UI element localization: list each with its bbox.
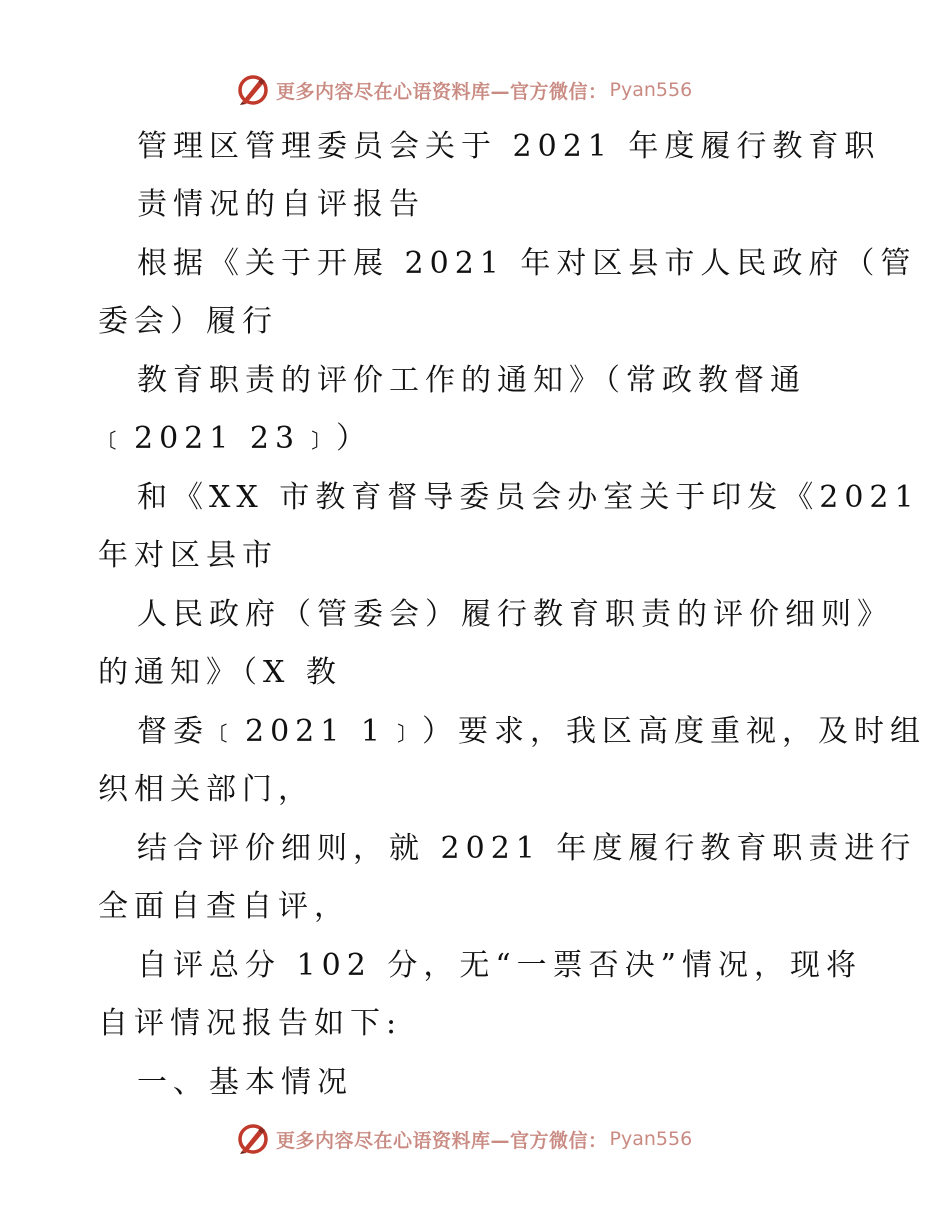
- doc-line-14: 全面自查自评，: [98, 889, 350, 924]
- doc-line-7: 和《XX 市教育督导委员会办室关于印发《2021: [137, 480, 920, 515]
- pen-logo-icon: [236, 73, 270, 107]
- doc-line-12: 织相关部门，: [98, 772, 314, 807]
- watermark-handle: Pyan556: [609, 1128, 693, 1150]
- watermark-text: 更多内容尽在心语资料库—官方微信：: [276, 1129, 608, 1152]
- section-heading-basic-situation: 一、基本情况: [137, 1065, 353, 1100]
- doc-line-4: 委会）履行: [98, 304, 278, 339]
- doc-title-line-1: 管理区管理委员会关于 2021 年度履行教育职: [137, 129, 881, 164]
- doc-line-11: 督委﹝2021 1﹞）要求，我区高度重视，及时组: [137, 714, 926, 749]
- watermark-footer: [236, 1122, 756, 1156]
- doc-line-6: ﹝2021 23﹞）: [98, 421, 373, 456]
- doc-title-line-2: 责情况的自评报告: [137, 187, 425, 222]
- doc-line-9: 人民政府（管委会）履行教育职责的评价细则》: [137, 597, 893, 632]
- watermark-text: 更多内容尽在心语资料库—官方微信：: [276, 80, 608, 103]
- doc-line-3: 根据《关于开展 2021 年对区县市人民政府（管: [137, 246, 917, 281]
- doc-line-16: 自评情况报告如下:: [98, 1006, 403, 1041]
- watermark-handle: Pyan556: [609, 79, 693, 101]
- pen-logo-icon: [236, 1122, 270, 1156]
- watermark-header: [236, 73, 756, 107]
- doc-line-5: 教育职责的评价工作的通知》（常政教督通: [137, 363, 806, 398]
- doc-line-8: 年对区县市: [98, 538, 278, 573]
- doc-line-13: 结合评价细则，就 2021 年度履行教育职责进行: [137, 831, 917, 866]
- doc-line-10: 的通知》（X 教: [98, 655, 342, 690]
- doc-line-15: 自评总分 102 分，无“一票否决”情况，现将: [137, 948, 863, 983]
